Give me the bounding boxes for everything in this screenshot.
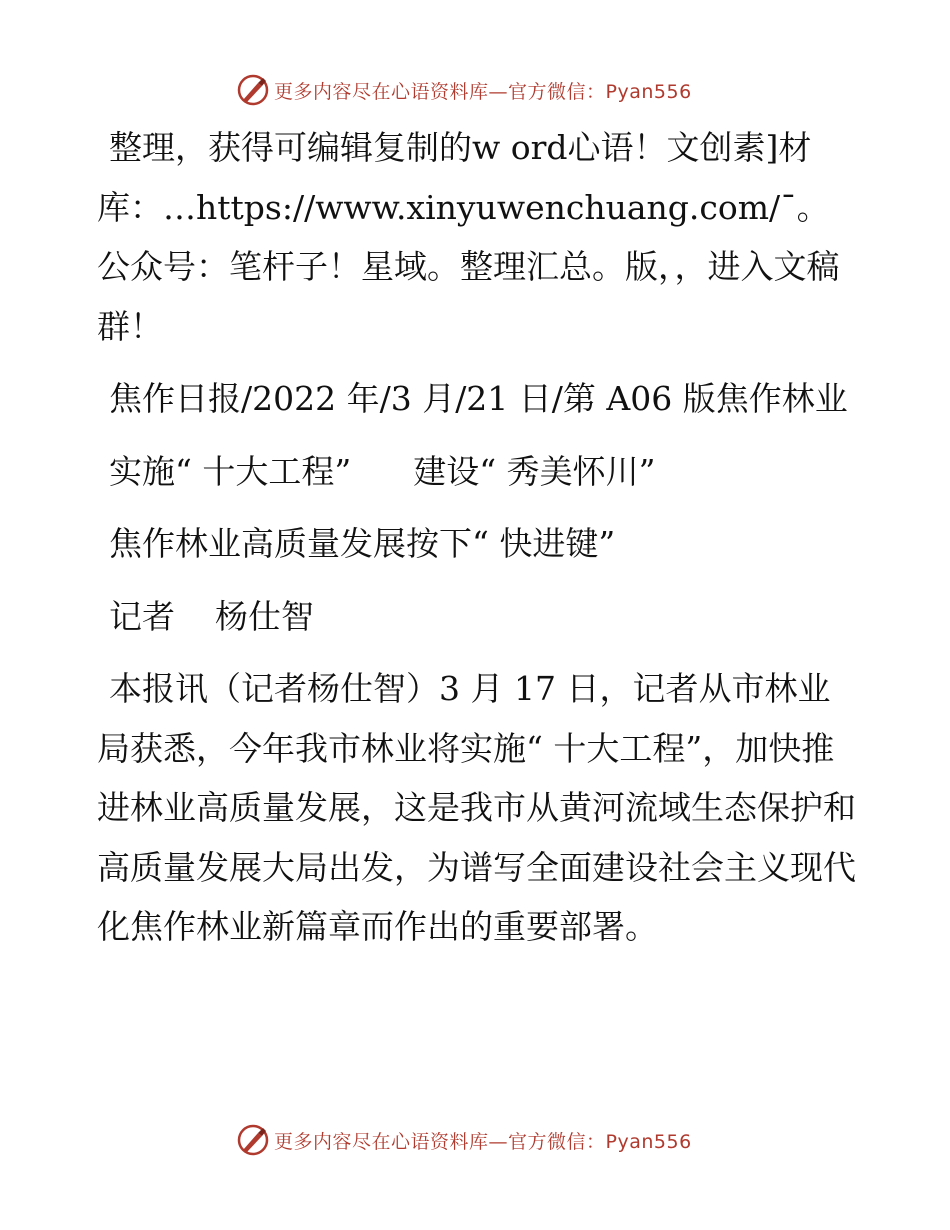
headline-left: 实施“ 十大工程”	[109, 451, 352, 491]
watermark-wechat-id: Pyan556	[605, 1130, 692, 1153]
watermark-wechat-id: Pyan556	[605, 80, 692, 103]
header-watermark	[236, 73, 692, 107]
lead-paragraph: 本报讯（记者杨仕智）3 月 17 日，记者从市林业局获悉，今年我市林业将实施“ 十大工程”，加快推进林业高质量发展，这是我市从黄河流域生态保护和高质量发展大局出发，为谱写全面建设社会主义现代化焦作林业新篇章而作出的重要部署。	[97, 669, 856, 946]
intro-paragraph: 整理，获得可编辑复制的w ord心语！文创素]材库：…https://www.xinyuwenchuang.com/¯。公众号：笔杆子！星域。整理汇总。版，，进入文稿群！	[97, 128, 840, 346]
footer-watermark	[236, 1123, 692, 1157]
watermark-main: 更多内容尽在心语资料库—官方微信：	[274, 80, 606, 103]
headline	[97, 442, 857, 502]
pen-logo-icon	[236, 1123, 270, 1157]
headline-right: 建设“ 秀美怀川”	[413, 451, 656, 491]
article-body	[97, 118, 857, 970]
subheadline: 焦作林业高质量发展按下“ 快进键”	[109, 524, 616, 563]
watermark-main: 更多内容尽在心语资料库—官方微信：	[274, 1130, 606, 1153]
byline-name: 杨仕智	[215, 596, 314, 636]
watermark-text	[274, 77, 692, 104]
byline-label: 记者	[109, 596, 175, 636]
byline	[97, 587, 857, 647]
pen-logo-icon	[236, 73, 270, 107]
watermark-text	[274, 1127, 692, 1154]
source-line: 焦作日报/2022 年/3 月/21 日/第 A06 版焦作林业	[109, 379, 848, 418]
